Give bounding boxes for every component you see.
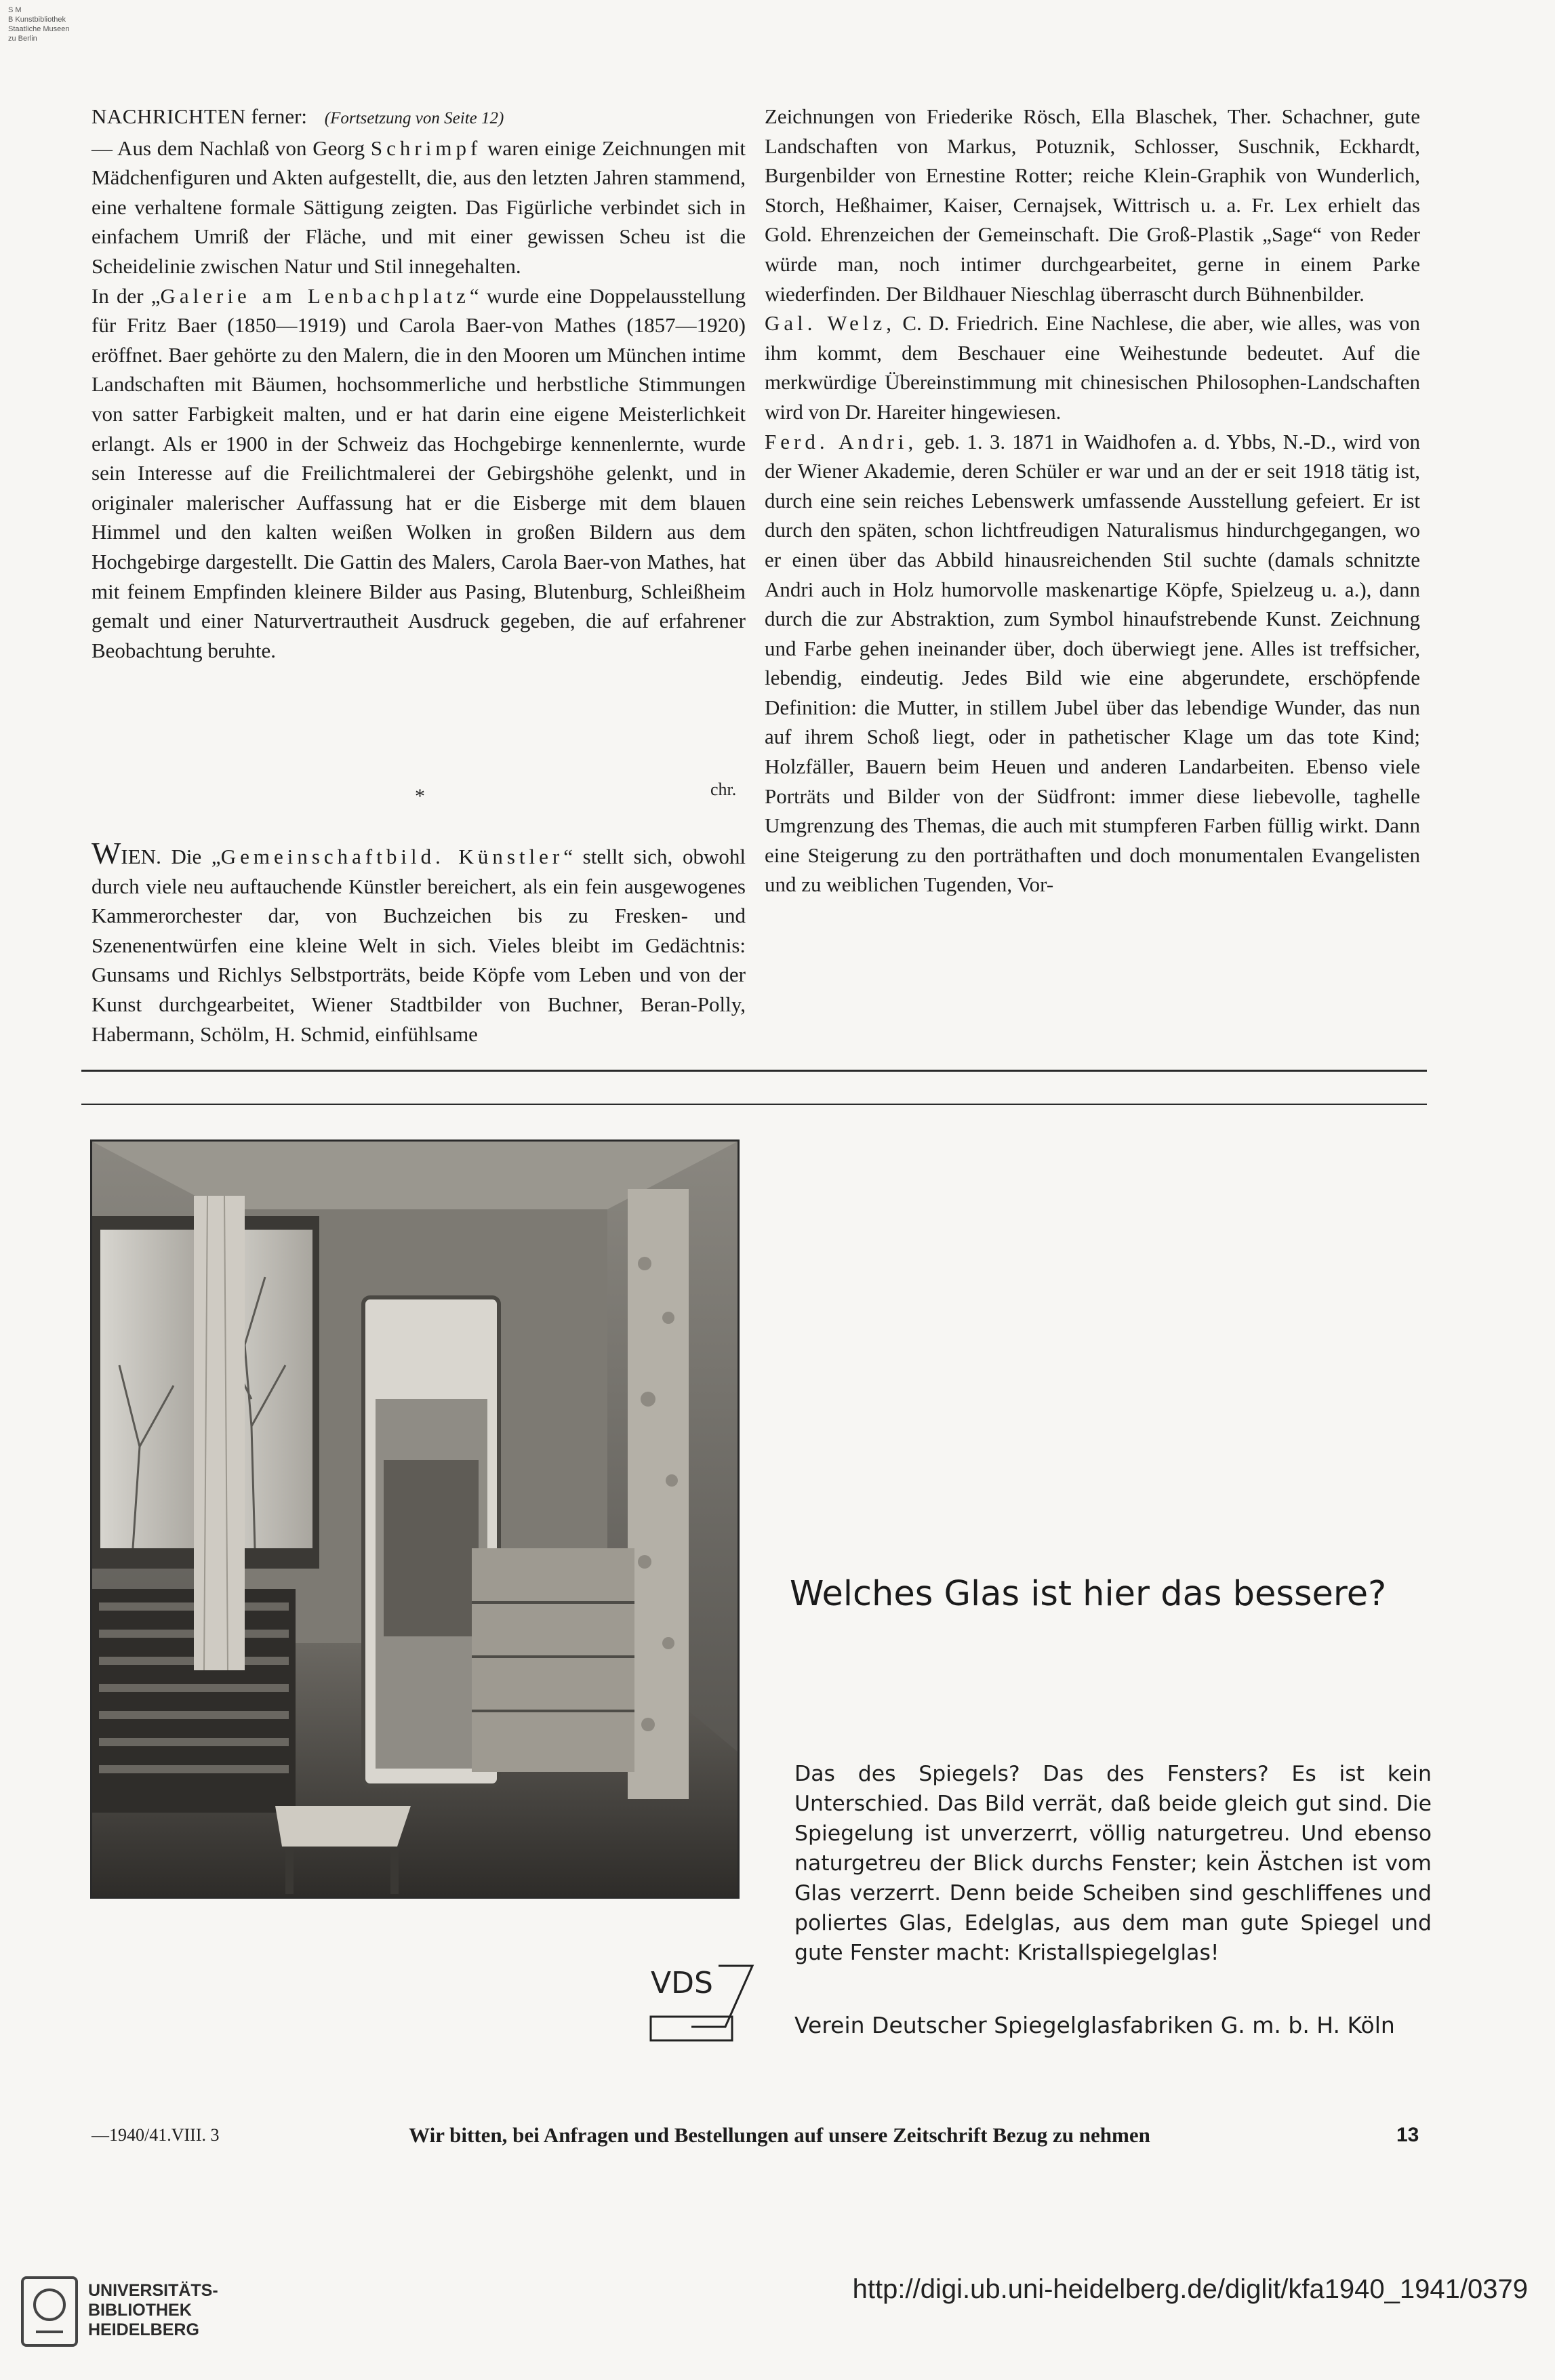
paragraph-gemeinschaft-cont: Zeichnungen von Friederike Rösch, Ella Blaschek, Ther. Schachner, gute Landschaften von Markus, Potuznik, Schlosser, Suschnik, Eckhardt, Burgenbilder von Ernestine Rotter; reiche Klein-Graphik von Wunderlich, Storch, Heßhaimer, Kaiser, Cernajsek, Wittrisch u. a. Fr. Lex erhielt das Gold. Ehrenzeichen der Gemeinschaft. Die Groß-Plastik „Sage“ von Reder würde man, noch intimer durchgearbeitet, gerne in einem Parke wiederfinden. Der Bildhauer Nieschlag überrascht durch Bühnenbilder.: [765, 104, 1420, 306]
city-name: IEN.: [121, 845, 161, 868]
section-title-rest: ferner:: [245, 104, 312, 128]
paragraph-lenbachplatz: [92, 281, 746, 666]
artist-name: Schrimpf: [370, 136, 482, 160]
ad-body-text: Das des Spiegels? Das des Fensters? Es ist kein Unterschied. Das Bild verrät, daß beide gleich gut sind. Die Spiegelung ist unverzerrt, völlig naturgetreu. Und ebenso naturgetreu der Blick durchs Fenster; kein Ästchen ist vom Glas verzerrt. Denn beide Scheiben sind geschliffenes und poliertes Glas, Edelglas, aus dem man gute Spiegel und gute Fenster macht: Kristallspiegelglas!: [794, 1762, 1432, 1965]
footer-notice: Wir bitten, bei Anfragen und Bestellungen auf unsere Zeitschrift Bezug zu nehmen: [409, 2123, 1150, 2147]
interior-photograph: [90, 1139, 740, 1899]
source-url[interactable]: http://digi.ub.uni-heidelberg.de/diglit/kfa1940_1941/0379: [852, 2274, 1528, 2304]
drop-initial: W: [92, 836, 121, 870]
left-column: [92, 102, 746, 665]
library-name-line: UNIVERSITÄTS-: [88, 2281, 218, 2300]
paragraph-schrimpf: [92, 134, 746, 281]
horizontal-rule: [81, 1070, 1427, 1072]
paragraph-text: Die „: [161, 845, 221, 868]
vds-monogram-icon: [644, 1952, 766, 2044]
library-name: [88, 2281, 218, 2340]
paragraph-andri: [765, 427, 1420, 900]
paragraph-wien: [92, 836, 746, 1049]
paragraph-text: — Aus dem Nachlaß von Georg: [92, 136, 371, 160]
horizontal-rule: [81, 1104, 1427, 1105]
stamp-line: B Kunstbibliothek: [8, 16, 66, 24]
paragraph-text: “ stellt sich, obwohl durch viele neu auftauchende Künstler bereichert, als ein fein ausgewogenes Kammerorchester dar, von Buchzeichen bis zu Fresken- und Szenenentwürfen eine kleine Welt in sich. Vieles bleibt im Gedächtnis: Gunsams und Richlys Selbstporträts, beide Köpfe vom Leben und von der Kunst durchgearbeitet, Wiener Stadtbilder von Buchner, Beran-Polly, Habermann, Schölm, H. Schmid, einfühlsame: [92, 845, 746, 1046]
section-title: NACHRICHTEN: [92, 104, 246, 128]
ad-headline: Welches Glas ist hier das bessere?: [790, 1574, 1387, 1614]
gallery-name: Galerie am Lenbachplatz: [160, 283, 470, 308]
library-name-line: BIBLIOTHEK: [88, 2301, 192, 2320]
paragraph-text: C. D. Friedrich. Eine Nachlese, die aber, wie alles, was von ihm kommt, dem Beschauer eine Weihestunde bedeutet. Auf die merkwürdige Übereinstimmung mit chinesischen Philosophen-Landschaften wird von Dr. Hareiter hingewiesen.: [765, 311, 1421, 424]
association-name: Gemeinschaftbild. Künstler: [220, 845, 564, 868]
page-number: 13: [1396, 2124, 1419, 2146]
library-name-line: HEIDELBERG: [88, 2320, 199, 2339]
library-bar: [0, 2254, 1555, 2380]
paragraph-text: geb. 1. 3. 1871 in Waidhofen a. d. Ybbs, N.-D., wird von der Wiener Akademie, deren Schüler er war und an der er seit 1918 tätig ist, durch eine sein reiches Lebenswerk umfassende Ausstellung gefeiert. Er ist durch den späten, schon lichtfreudigen Naturalismus hindurchgegangen, wo er einen über das Abbild hinausreichenden Stil suchte (damals schnitzte Andri auch in Holz humorvolle maskenartige Köpfe, Spielzeug u. a.), dann durch die zur Abstraktion, zum Symbol hinaufstrebende Kunst. Zeichnung und Farbe gehen ineinander über, doch überwiegt jene. Alles ist treffsicher, lebendig, eindeutig. Jedes Bild wie eine abgerundete, erschöpfende Definition: die Mutter, in stillem Jubel über das lebendige Wunder, das nun auf ihrem Schoß liegt, oder in pathetischer Klage um das tote Kind; Holzfäller, Bauern beim Heuen und anderen Landarbeiten. Ebenso viele Porträts und Bilder von der Südfront: immer diese liebevolle, taghelle Umgrenzung des Themas, die auch mit stumpferen Farben füllig wirkt. Dann eine Steigerung zu den porträthaften und doch monumentalen Evangelisten und zu weiblichen Tugenden, Vor-: [765, 429, 1420, 897]
right-column: [765, 102, 1420, 900]
stamp-line: Staatliche Museen: [8, 25, 70, 33]
ub-heidelberg-seal-icon: [19, 2274, 80, 2352]
issue-reference: —1940/41.VIII. 3: [92, 2125, 220, 2145]
gallery-name: Gal. Welz,: [765, 311, 895, 336]
section-separator: *: [415, 785, 425, 807]
photo-illustration: [92, 1142, 738, 1897]
author-signature: chr.: [710, 780, 737, 799]
ad-company-name: Verein Deutscher Spiegelglasfabriken G. m. b. H. Köln: [794, 2012, 1395, 2038]
wien-section: [92, 836, 746, 1049]
logo-letters: VDS: [651, 1966, 713, 2000]
paragraph-text: waren einige Zeichnungen mit Mädchenfiguren und Akten aufgestellt, die, aus den letzten Jahren stammend, eine verhaltene formale Sättigung zeigten. Das Figürliche verbindet sich in einfachem Umriß der Fläche, und mit einer gewissen Scheu ist die Scheidelinie zwischen Natur und Stil innegehalten.: [92, 136, 746, 278]
paragraph-text: “ wurde eine Doppelausstellung für Fritz Baer (1850—1919) und Carola Baer-von Mathes (1857—1920) eröffnet. Baer gehörte zu den Malern, die in den Mooren um München intime Landschaften mit Bäumen, hochsommerliche und herbstliche Stimmungen von satter Farbigkeit malten, und er hat darin eine eigene Meisterlichkeit erlangt. Als er 1900 in der Schweiz das Hochgebirge kennenlernte, wurde sein Interesse auf die Freilichtmalerei der Gebirgshöhe gelenkt, und in originaler malerischer Auffassung hat er die Eisberge mit dem blauen Himmel und den kalten weißen Wolken in großen Bildern aus dem Hochgebirge dargestellt. Die Gattin des Malers, Carola Baer-von Mathes, hat mit feinem Empfinden kleinere Bilder aus Pasing, Blutenburg, Schleißheim gemalt und einer Naturvertrautheit Ausdruck gegeben, die auf erfahrener Beobachtung beruhte.: [92, 283, 746, 662]
stamp-line: zu Berlin: [8, 35, 37, 43]
library-stamp: [8, 5, 70, 43]
continuation-note: (Fortsetzung von Seite 12): [324, 109, 504, 127]
section-header: [92, 102, 746, 134]
paragraph-text: In der „: [92, 283, 161, 308]
paragraph-welz: [765, 308, 1420, 426]
ad-body: [794, 1759, 1432, 1968]
artist-name: Ferd. Andri,: [765, 429, 918, 453]
stamp-line: S M: [8, 6, 22, 14]
